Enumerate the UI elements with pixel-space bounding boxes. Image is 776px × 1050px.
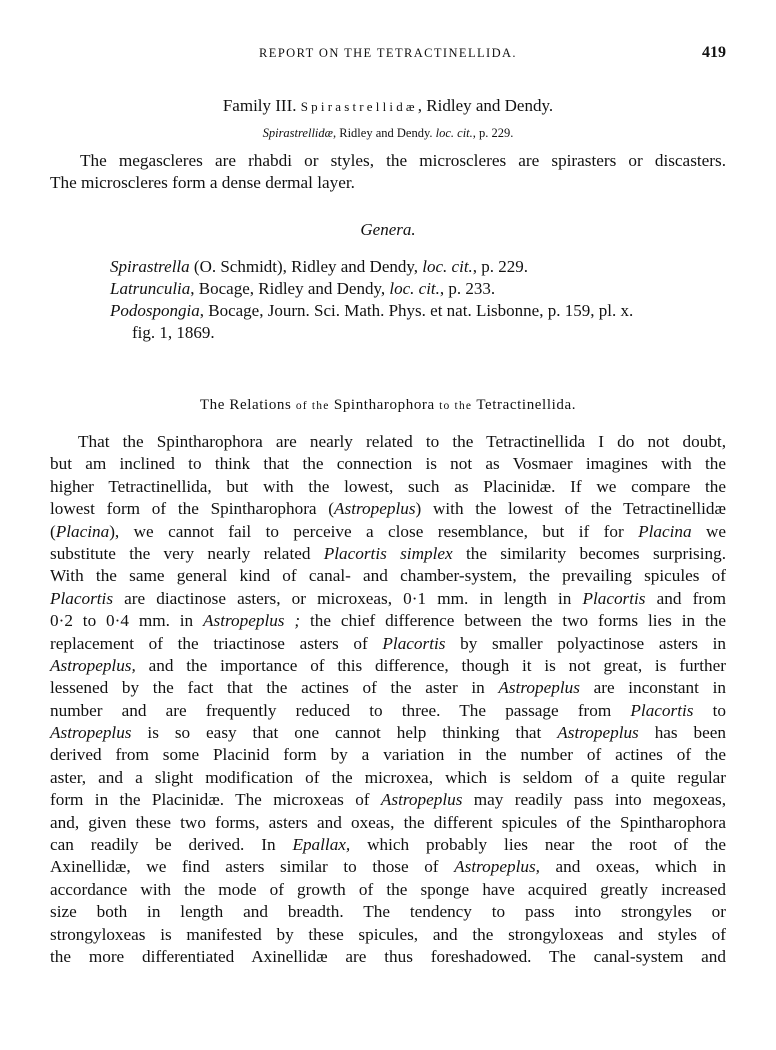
body-text: which probably lies near the root of the bbox=[350, 835, 726, 855]
heading-word: of the bbox=[295, 400, 330, 412]
body-line bbox=[50, 812, 726, 834]
body-text: derived from some Placinid form by a variation in the number of actines of the bbox=[50, 745, 726, 765]
body-line bbox=[50, 453, 726, 475]
body-text: and from bbox=[645, 588, 726, 608]
body-paragraph bbox=[50, 431, 726, 968]
page-number: 419 bbox=[702, 44, 726, 61]
genus-name: Podospongia bbox=[110, 301, 200, 320]
genus-authority: , Bocage, Journ. Sci. Math. Phys. et nat. Lisbonne, p. 159, pl. x. bbox=[199, 301, 634, 320]
body-text: and oxeas, which in bbox=[539, 857, 727, 877]
family-heading bbox=[0, 96, 776, 116]
body-text: replacement of the triactinose asters of bbox=[50, 633, 383, 653]
family-desc-line-1: The megascleres are rhabdi or styles, the microscleres are spirasters or discasters. bbox=[80, 151, 726, 170]
body-text: we bbox=[691, 521, 726, 541]
genus-item bbox=[110, 278, 726, 300]
body-line bbox=[50, 521, 726, 543]
body-line bbox=[50, 722, 726, 744]
running-title: REPORT ON THE TETRACTINELLIDA. bbox=[259, 46, 517, 60]
italic-term: Astropeplus bbox=[557, 723, 639, 743]
italic-term: Placortis bbox=[50, 588, 114, 608]
body-text: accordance with the mode of growth of the sponge have acquired greatly increased bbox=[50, 879, 726, 899]
family-description bbox=[50, 150, 726, 195]
body-text: but am inclined to think that the connection is not as Vosmaer imagines with the bbox=[50, 454, 726, 474]
family-name: Spirastrellidæ bbox=[300, 99, 418, 114]
body-text: With the same general kind of canal- and chamber-system, the prevailing spicules of bbox=[50, 566, 726, 586]
family-desc-line-2: The microscleres form a dense dermal layer. bbox=[50, 173, 355, 193]
genus-loc: loc. cit. bbox=[422, 257, 473, 276]
body-line bbox=[50, 431, 726, 453]
body-text: 0·2 to 0·4 mm. in bbox=[50, 611, 204, 631]
body-line bbox=[50, 879, 726, 901]
body-text: ( bbox=[50, 521, 56, 541]
body-line bbox=[50, 565, 726, 587]
section-heading bbox=[0, 397, 776, 414]
body-line bbox=[50, 543, 726, 565]
heading-word: Relations bbox=[229, 397, 292, 413]
body-text: Axinellidæ, we find asters similar to those of bbox=[50, 857, 455, 877]
italic-term: Astropeplus bbox=[50, 723, 132, 743]
italic-term: Placortis bbox=[582, 588, 646, 608]
italic-term: Astropeplus bbox=[498, 678, 580, 698]
body-line bbox=[50, 789, 726, 811]
body-text: form in the Placinidæ. The microxeas of bbox=[50, 790, 381, 810]
body-line bbox=[50, 476, 726, 498]
family-reference bbox=[0, 126, 776, 141]
heading-word: Spintharophora bbox=[333, 397, 435, 413]
italic-term: Placortis bbox=[630, 700, 694, 720]
body-text: the similarity becomes surprising. bbox=[452, 543, 726, 563]
body-text: ), we cannot fail to perceive a close resemblance, but if for bbox=[109, 521, 639, 541]
body-text: That the Spintharophora are nearly related to the Tetractinellida I do not doubt, bbox=[78, 432, 726, 451]
body-text: lessened by the fact that the actines of the aster in bbox=[50, 678, 499, 698]
body-text: may readily pass into megoxeas, bbox=[462, 790, 726, 810]
body-text: aster, and a slight modification of the microxea, which is seldom of a quite regular bbox=[50, 767, 726, 787]
italic-term: Astropeplus, bbox=[454, 857, 540, 877]
italic-term: Placina bbox=[638, 521, 692, 541]
italic-term: Astropeplus bbox=[334, 499, 416, 519]
italic-term: Astropeplus, bbox=[50, 655, 136, 675]
body-line bbox=[50, 767, 726, 789]
body-text: to bbox=[693, 700, 727, 720]
body-line bbox=[50, 924, 726, 946]
body-text: by smaller polyactinose asters in bbox=[445, 633, 727, 653]
body-text: has been bbox=[638, 723, 726, 743]
body-line bbox=[50, 700, 726, 722]
body-text: the chief difference between the two forms lies in the bbox=[300, 611, 726, 631]
genus-name: Spirastrella bbox=[110, 257, 190, 276]
family-authors: , Ridley and Dendy. bbox=[417, 96, 554, 115]
body-text: can readily be derived. In bbox=[50, 835, 293, 855]
genus-page: , p. 233. bbox=[439, 279, 496, 298]
body-text: is so easy that one cannot help thinking that bbox=[131, 723, 558, 743]
genus-continuation: fig. 1, 1869. bbox=[132, 323, 215, 342]
genera-title: Genera. bbox=[360, 220, 416, 239]
body-text: ) with the lowest of the Tetractinellidæ bbox=[415, 499, 726, 519]
body-line bbox=[50, 655, 726, 677]
body-line bbox=[50, 677, 726, 699]
body-text: and, given these two forms, asters and oxeas, the different spicules of the Spintharophora bbox=[50, 812, 726, 832]
family-ref-page: , p. 229. bbox=[472, 126, 514, 140]
body-line bbox=[50, 610, 726, 632]
body-text: number and are frequently reduced to three. The passage from bbox=[50, 700, 631, 720]
genus-authority: , Bocage, Ridley and Dendy, bbox=[190, 279, 390, 298]
genus-item bbox=[110, 300, 726, 344]
italic-term: Placortis bbox=[382, 633, 446, 653]
heading-word: to the bbox=[439, 400, 473, 412]
body-line bbox=[50, 633, 726, 655]
body-text: size both in length and breadth. The tendency to pass into strongyles or bbox=[50, 902, 726, 922]
family-ref-loc: loc. cit. bbox=[435, 126, 473, 140]
genus-loc: loc. cit. bbox=[389, 279, 440, 298]
genus-page: , p. 229. bbox=[472, 257, 529, 276]
family-ref-rest: , Ridley and Dendy. bbox=[332, 126, 433, 140]
body-text: and the importance of this difference, though it is not great, is further bbox=[135, 655, 726, 675]
genus-item bbox=[110, 256, 726, 278]
body-line bbox=[50, 834, 726, 856]
family-ref-name: Spirastrellidæ bbox=[262, 126, 333, 140]
body-text: substitute the very nearly related bbox=[50, 543, 324, 563]
body-line bbox=[50, 498, 726, 520]
family-prefix: Family III. bbox=[222, 96, 297, 115]
heading-word: Tetractinellida. bbox=[476, 397, 577, 413]
body-line bbox=[50, 744, 726, 766]
body-text: the more differentiated Axinellidæ are thus foreshadowed. The canal-system and bbox=[50, 946, 726, 966]
body-text: lowest form of the Spintharophora ( bbox=[50, 499, 335, 519]
italic-term: Epallax, bbox=[292, 835, 351, 855]
body-text: higher Tetractinellida, but with the lowest, such as Placinidæ. If we compare the bbox=[50, 476, 726, 496]
heading-word: The bbox=[199, 397, 226, 413]
italic-term: Placina bbox=[55, 521, 110, 541]
body-line bbox=[50, 946, 726, 968]
body-text: strongyloxeas is manifested by these spicules, and the strongyloxeas and styles of bbox=[50, 924, 726, 944]
italic-term: Placortis simplex bbox=[323, 543, 453, 563]
genus-authority: (O. Schmidt), Ridley and Dendy, bbox=[189, 257, 423, 276]
italic-term: Astropeplus ; bbox=[203, 611, 301, 631]
genus-name: Latrunculia bbox=[110, 279, 191, 298]
running-head bbox=[0, 46, 776, 70]
body-line bbox=[50, 588, 726, 610]
body-text: are diactinose asters, or microxeas, 0·1 mm. in length in bbox=[113, 588, 583, 608]
body-line bbox=[50, 901, 726, 923]
body-text: are inconstant in bbox=[579, 678, 726, 698]
body-line bbox=[50, 856, 726, 878]
genera-list bbox=[110, 256, 726, 344]
italic-term: Astropeplus bbox=[380, 790, 463, 810]
